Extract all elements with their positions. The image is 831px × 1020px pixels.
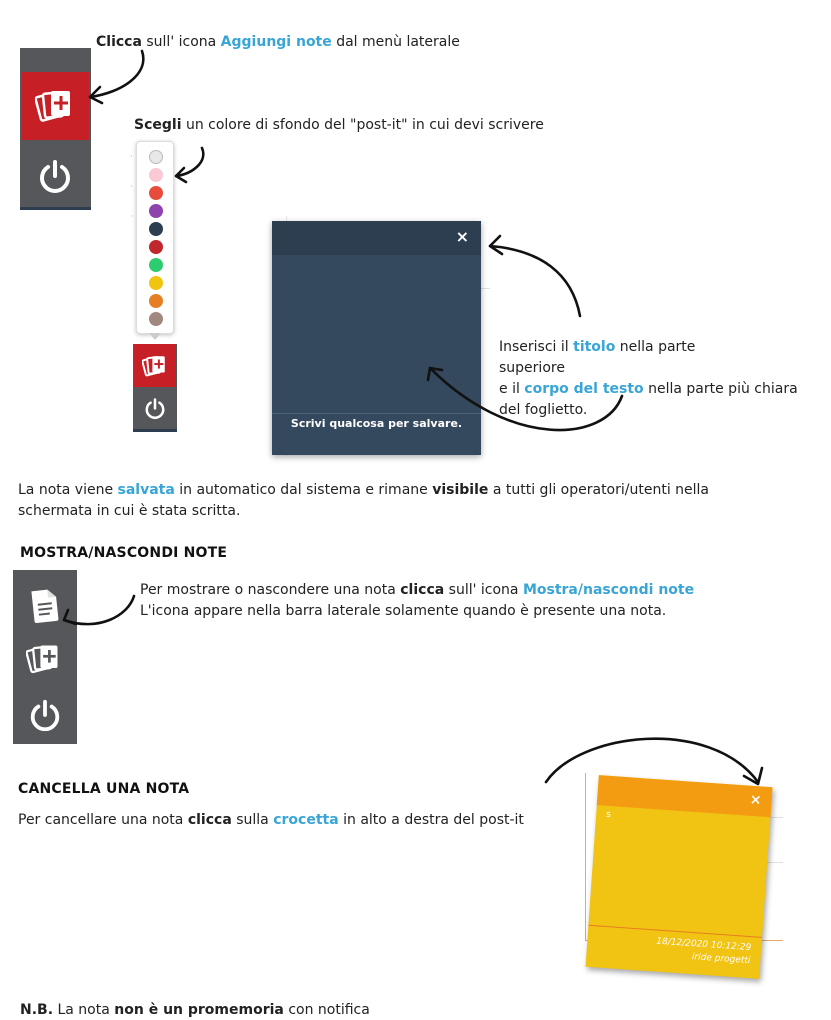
highlight-body: corpo del testo <box>524 381 644 397</box>
highlight-saved: salvata <box>117 482 175 498</box>
close-icon[interactable]: × <box>749 791 763 809</box>
color-swatch[interactable] <box>149 294 163 308</box>
palette-pointer <box>149 333 161 340</box>
bold: visibile <box>432 482 489 498</box>
post-it-body[interactable]: s <box>605 809 612 821</box>
bold: N.B. <box>20 1002 54 1018</box>
bold: non è un promemoria <box>114 1002 284 1018</box>
add-note-button[interactable] <box>22 72 89 140</box>
line <box>140 580 694 601</box>
post-it-author: iride progetti <box>691 952 751 967</box>
line <box>499 337 798 358</box>
highlight-title: titolo <box>573 339 616 355</box>
color-swatch[interactable] <box>149 276 163 290</box>
arrow-to-palette <box>168 140 218 190</box>
line: del foglietto. <box>499 402 588 418</box>
background-frame <box>585 773 586 941</box>
text: Per mostrare o nascondere una nota <box>140 582 401 598</box>
heading-delete: CANCELLA UNA NOTA <box>18 781 190 797</box>
line: superiore <box>499 360 565 376</box>
bold-click: Clicca <box>96 34 142 50</box>
text: un colore di sfondo del "post-it" in cui devi scrivere <box>181 117 544 133</box>
fragment: · <box>130 212 133 222</box>
fragment: · <box>130 182 133 192</box>
text: Per cancellare una nota <box>18 812 188 828</box>
bold: clicca <box>400 582 445 598</box>
highlight-add-notes: Aggiungi note <box>220 34 332 50</box>
close-icon[interactable]: × <box>455 227 469 246</box>
color-swatch[interactable] <box>149 168 163 182</box>
power-button[interactable] <box>22 148 89 204</box>
color-swatch[interactable] <box>149 150 163 164</box>
color-swatch[interactable] <box>149 186 163 200</box>
fragment: · <box>130 152 133 162</box>
background-line <box>765 862 783 863</box>
text: dal menù laterale <box>331 34 460 50</box>
color-swatch[interactable] <box>149 222 163 236</box>
line: schermata in cui è stata scritta. <box>18 503 241 519</box>
color-swatch[interactable] <box>149 204 163 218</box>
power-button-small[interactable] <box>134 391 176 429</box>
color-swatch[interactable] <box>149 240 163 254</box>
sidebar-panel-small <box>133 344 177 432</box>
power-button-grey[interactable] <box>13 690 77 740</box>
highlight-cross: crocetta <box>273 812 339 828</box>
line <box>18 480 709 501</box>
post-it-date: 18/12/2020 10:12:29 <box>655 936 752 954</box>
bold-choose: Scegli <box>134 117 182 133</box>
add-notes-icon <box>26 641 62 677</box>
text: con notifica <box>283 1002 370 1018</box>
text: e il <box>499 381 525 397</box>
instruction-title-body <box>499 337 798 421</box>
post-it-meta <box>655 936 752 969</box>
text: Inserisci il <box>499 339 574 355</box>
text: sulla <box>231 812 274 828</box>
line: L'icona appare nella barra laterale solamente quando è presente una nota. <box>140 603 667 619</box>
arrow-to-add-icon <box>80 45 160 110</box>
color-swatch[interactable] <box>149 258 163 272</box>
instruction-delete <box>18 810 524 830</box>
add-note-button-grey[interactable] <box>13 634 77 684</box>
instruction-show-hide <box>140 580 694 622</box>
yellow-post-it <box>586 775 773 979</box>
add-note-button-small[interactable] <box>134 344 176 387</box>
power-icon <box>143 397 167 421</box>
add-notes-icon <box>35 86 75 126</box>
text: in automatico dal sistema e rimane <box>174 482 433 498</box>
note-footer-text: Scrivi qualcosa per salvare. <box>290 417 463 430</box>
bold: clicca <box>187 812 232 828</box>
instruction-choose-color <box>134 115 544 135</box>
text: a tutti gli operatori/utenti nella <box>488 482 710 498</box>
color-swatch[interactable] <box>149 312 163 326</box>
text: sull' icona <box>444 582 523 598</box>
text: nella parte <box>615 339 696 355</box>
add-notes-icon <box>142 353 168 379</box>
text: in alto a destra del post-it <box>338 812 524 828</box>
text: La nota viene <box>18 482 118 498</box>
line <box>499 379 798 400</box>
text: La nota <box>53 1002 115 1018</box>
saved-paragraph <box>18 480 709 522</box>
highlight-show-hide: Mostra/nascondi note <box>522 582 695 598</box>
arrow-to-show-hide-icon <box>58 590 143 635</box>
power-icon <box>36 158 74 196</box>
nb-note <box>20 1000 370 1020</box>
text: sull' icona <box>141 34 221 50</box>
heading-show-hide: MOSTRA/NASCONDI NOTE <box>20 545 228 561</box>
power-icon <box>27 698 63 734</box>
text: nella parte più chiara <box>643 381 798 397</box>
